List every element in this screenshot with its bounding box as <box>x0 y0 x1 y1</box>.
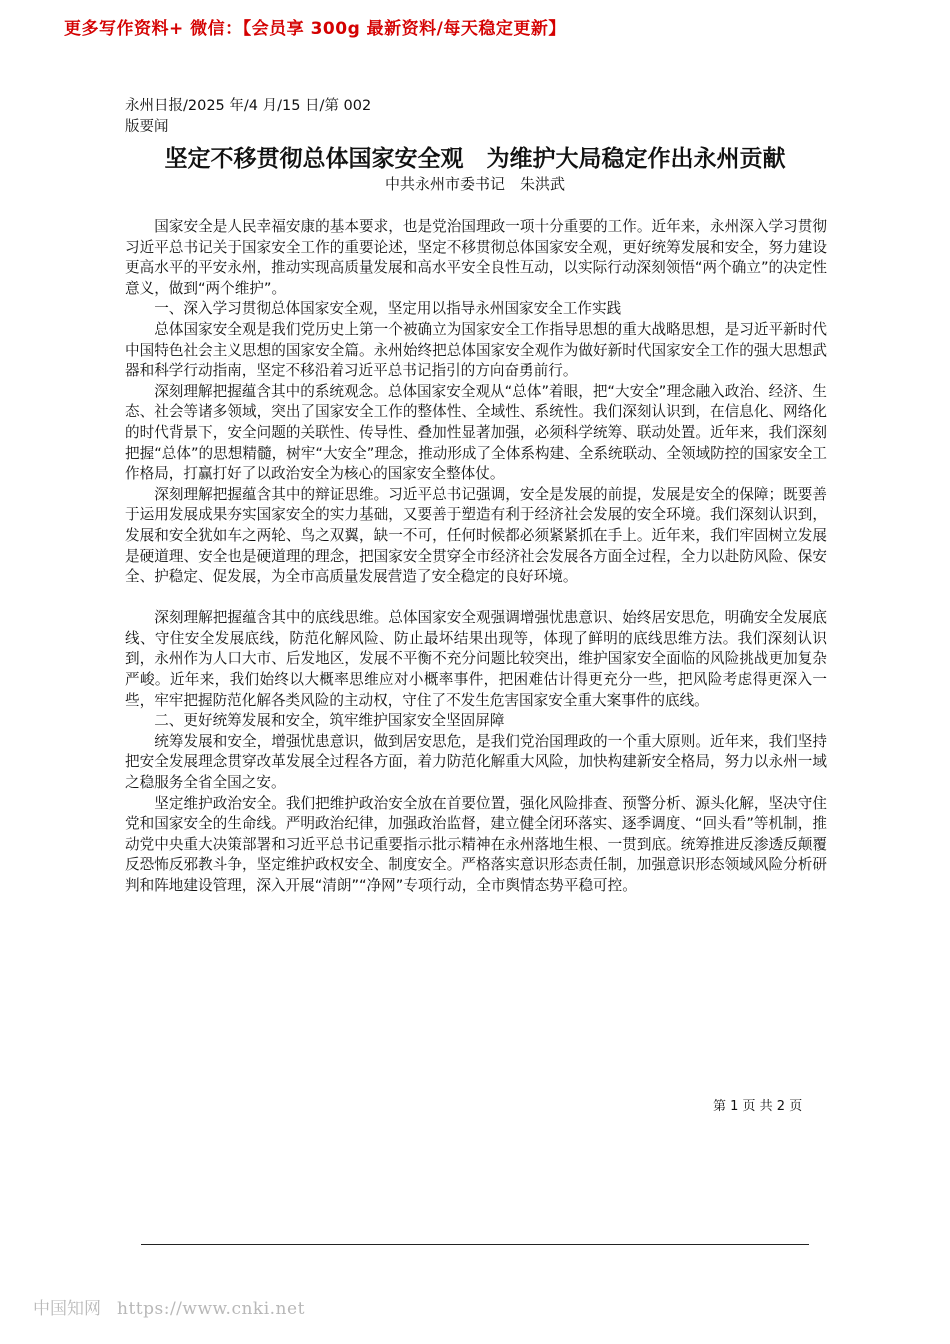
paragraph: 深刻理解把握蕴含其中的辩证思维。习近平总书记强调，安全是发展的前提，发展是安全的保障；既要善于运用发展成果夯实国家安全的实力基础，又要善于塑造有利于经济社会发展的安全环境。我们深刻认识到，发展和安全犹如车之两轮、鸟之双翼，缺一不可，任何时候都必须紧紧抓在手上。近年来，我们牢固树立发展是硬道理、安全也是硬道理的理念，把国家安全贯穿全市经济社会发展各方面全过程，全力以赴防风险、保安全、护稳定、促发展，为全市高质量发展营造了安全稳定的良好环境。 <box>125 485 827 586</box>
article-body <box>125 217 827 897</box>
section-heading: 二、更好统筹发展和安全，筑牢维护国家安全坚固屏障 <box>154 712 505 730</box>
watermark-url: https://www.cnki.net <box>117 1299 305 1319</box>
promo-banner: 更多写作资料+ 微信：【会员享 300g 最新资料/每天稳定更新】 <box>64 19 566 39</box>
paragraph: 坚定维护政治安全。我们把维护政治安全放在首要位置，强化风险排查、预警分析、源头化解，坚决守住党和国家安全的生命线。严明政治纪律，加强政治监督，建立健全闭环落实、逐季调度、“回头看”等机制，推动党中央重大决策部署和习近平总书记重要指示批示精神在永州落地生根、一贯到底。统筹推进反渗透反颠覆反恐怖反邪教斗争，坚定维护政权安全、制度安全。严格落实意识形态责任制，加强意识形态领域风险分析研判和阵地建设管理，深入开展“清朗”“净网”专项行动，全市舆情态势平稳可控。 <box>125 794 827 894</box>
footer-divider <box>141 1244 809 1245</box>
article-meta <box>125 96 371 138</box>
paragraph: 深刻理解把握蕴含其中的底线思维。总体国家安全观强调增强忧患意识、始终居安思危，明确安全发展底线、守住安全发展底线，防范化解风险、防止最坏结果出现等，体现了鲜明的底线思维方法。我们深刻认识到，永州作为人口大市、后发地区，发展不平衡不充分问题比较突出，维护国家安全面临的风险挑战更加复杂严峻。近年来，我们始终以大概率思维应对小概率事件，把困难估计得更充分一些，把风险考虑得更深入一些，牢牢把握防范化解各类风险的主动权，守住了不发生危害国家安全重大案事件的底线。 <box>125 609 827 709</box>
watermark-site: 中国知网 <box>33 1299 101 1319</box>
paragraph: 国家安全是人民幸福安康的基本要求，也是党治国理政一项十分重要的工作。近年来，永州深入学习贯彻习近平总书记关于国家安全工作的重要论述，坚定不移贯彻总体国家安全观，更好统筹发展和安全，努力建设更高水平的平安永州，推动实现高质量发展和高水平安全良性互动，以实际行动深刻领悟“两个确立”的决定性意义，做到“两个维护”。 <box>125 218 827 297</box>
source-line: 永州日报/2025 年/4 月/15 日/第 002 <box>125 98 372 114</box>
section-heading: 一、深入学习贯彻总体国家安全观，坚定用以指导永州国家安全工作实践 <box>154 300 622 318</box>
article-byline: 中共永州市委书记 朱洪武 <box>384 175 565 193</box>
cnki-watermark <box>33 1294 305 1319</box>
paragraph: 深刻理解把握蕴含其中的系统观念。总体国家安全观从“总体”着眼，把“大安全”理念融入政治、经济、生态、社会等诸多领域，突出了国家安全工作的整体性、全域性、系统性。我们深刻认识到，在信息化、网络化的时代背景下，安全问题的关联性、传导性、叠加性显著加强，必须科学统筹、联动处置。近年来，我们深刻把握“总体”的思想精髓，树牢“大安全”理念，推动形成了全体系构建、全系统联动、全领域防控的国家安全工作格局，打赢打好了以政治安全为核心的国家安全整体仗。 <box>125 382 827 483</box>
section-line: 版要闻 <box>125 119 169 135</box>
paragraph: 总体国家安全观是我们党历史上第一个被确立为国家安全工作指导思想的重大战略思想，是习近平新时代中国特色社会主义思想的国家安全篇。永州始终把总体国家安全观作为做好新时代国家安全工作的强大思想武器和科学行动指南，坚定不移沿着习近平总书记指引的方向奋勇前行。 <box>125 320 827 380</box>
page-number: 第 1 页 共 2 页 <box>713 1099 803 1114</box>
paragraph: 统筹发展和安全，增强忧患意识，做到居安思危，是我们党治国理政的一个重大原则。近年来，我们坚持把安全发展理念贯穿改革发展全过程各方面，着力防范化解重大风险，加快构建新安全格局，努力以永州一域之稳服务全省全国之安。 <box>125 732 827 792</box>
article-title: 坚定不移贯彻总体国家安全观 为维护大局稳定作出永州贡献 <box>164 146 786 172</box>
